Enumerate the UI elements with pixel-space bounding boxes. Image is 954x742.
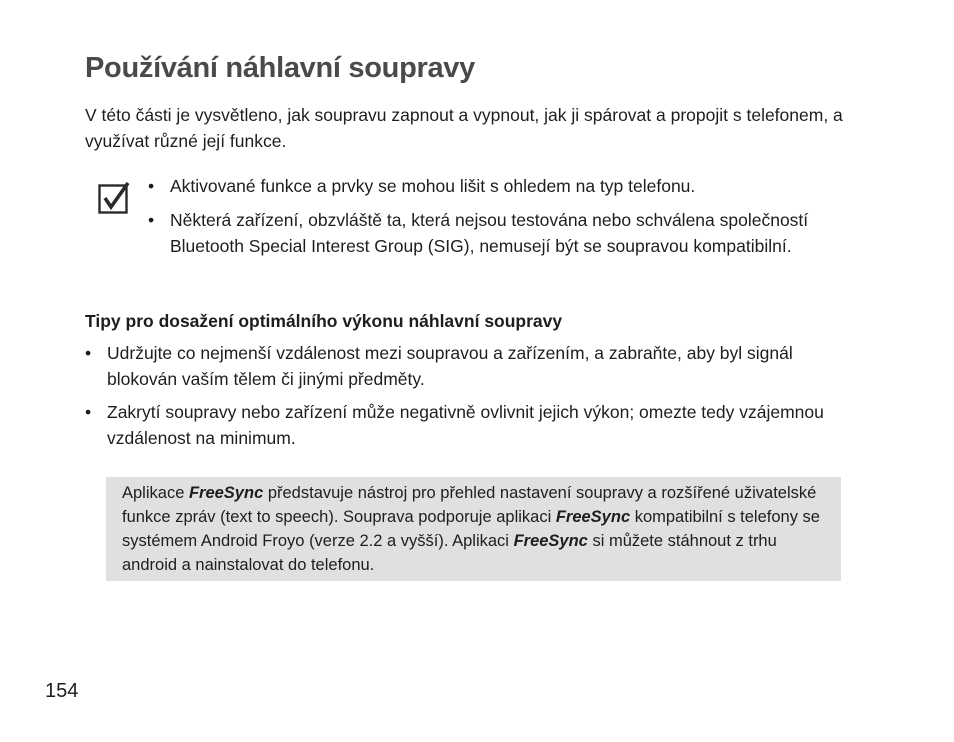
freesync-info-box [106,477,841,581]
tips-list [85,340,865,458]
note-item: • Některá zařízení, obzvláště ta, která nejsou testována nebo schválena společností Bluetooth Special Interest Group (SIG), nemusejí být se soupravou kompatibilní. [148,207,848,259]
freesync-app-name: FreeSync [513,532,588,550]
info-text-part: představuje nástroj pro přehled nastavení soupravy a rozšířené uživatelské funkce zpráv (text to speech). Souprava podporuje aplikaci [122,484,817,526]
freesync-app-name: FreeSync [555,508,631,526]
note-item: • Aktivované funkce a prvky se mohou lišit s ohledem na typ telefonu. [148,173,848,199]
info-text-part: kompatibilní s telefony se systémem Android Froyo (verze 2.2 a vyšší). Aplikaci [122,508,820,550]
tip-item: • Zakrytí soupravy nebo zařízení může negativně ovlivnit jejich výkon; omezte tedy vzájemnou vzdálenost na minimum. [85,399,865,451]
checkbox-note-icon [98,182,130,214]
page-title: Používání náhlavní soupravy [85,52,475,84]
freesync-app-name: FreeSync [188,484,264,502]
info-text-part: si můžete stáhnout z trhu android a nainstalovat do telefonu. [122,532,777,574]
info-text [122,481,825,577]
info-text-part: Aplikace [122,484,189,502]
tip-item: • Udržujte co nejmenší vzdálenost mezi soupravou a zařízením, a zabraňte, aby byl signál blokován vaším tělem či jinými předměty. [85,340,865,392]
page-number: 154 [45,680,79,702]
intro-paragraph: V této části je vysvětleno, jak soupravu zapnout a vypnout, jak ji spárovat a propojit s telefonem, a využívat různé její funkce. [85,105,843,151]
tips-heading: Tipy pro dosažení optimálního výkonu náhlavní soupravy [85,311,563,331]
note-list [148,173,848,267]
